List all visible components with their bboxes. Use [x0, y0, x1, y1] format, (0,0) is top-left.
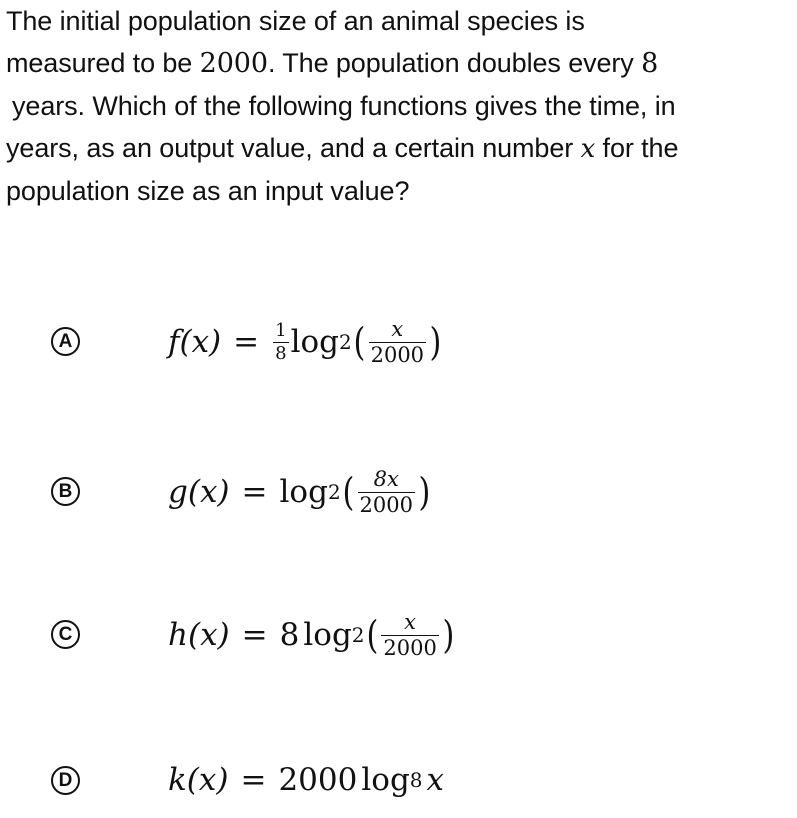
question-line-4: years, as an output value, and a certain number x for the: [6, 133, 679, 164]
math-doubling-period: 8: [641, 48, 659, 79]
answer-choice-d[interactable]: [0, 748, 797, 818]
choice-letter-b-badge[interactable]: B: [51, 477, 80, 506]
question-text: [6, 0, 792, 212]
answer-choice-a[interactable]: [0, 310, 797, 380]
math-population-value: 2000: [199, 48, 268, 79]
answer-choice-c[interactable]: [0, 603, 797, 673]
choice-letter-d-badge[interactable]: D: [51, 766, 80, 795]
question-line-3: years. Which of the following functions gives the time, in: [12, 91, 676, 121]
argument-fraction: $\frac{x}{2000}$: [370, 316, 425, 367]
question-line-1: The initial population size of an animal species is: [6, 6, 585, 36]
formula-c: h (x) = 8 log 2 ( $\frac{x}{2000}$ ): [168, 609, 455, 660]
argument-fraction: $\frac{8x}{2000}$: [359, 466, 413, 517]
math-variable-x: x: [580, 134, 596, 164]
formula-b: g (x) = log 2 ( $\frac{8x}{2000}$ ): [168, 466, 431, 517]
coefficient-fraction: $\frac{1}{8}$: [275, 319, 287, 364]
question-line-5: population size as an input value?: [6, 176, 410, 206]
formula-a: f (x) = $\frac{1}{8}$ log 2 ( $\frac{x}{2000}$ ): [168, 316, 442, 367]
question-line-2: measured to be 2000. The population doubles every 8: [6, 48, 659, 79]
choice-letter-a-badge[interactable]: A: [51, 327, 80, 356]
answer-choice-b[interactable]: [0, 460, 797, 530]
argument-fraction: $\frac{x}{2000}$: [383, 609, 437, 660]
choice-letter-c-badge[interactable]: C: [51, 620, 80, 649]
formula-d: k (x) = 2000 log 8 x: [168, 762, 445, 798]
